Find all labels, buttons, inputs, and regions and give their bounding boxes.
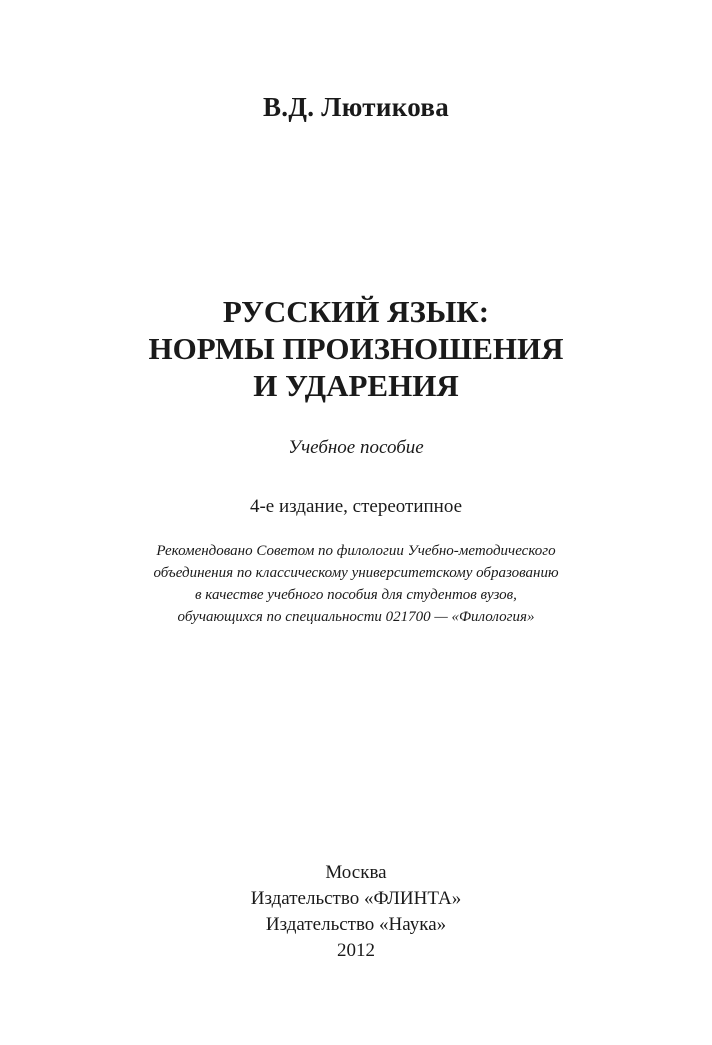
recommendation-line: объединения по классическому университетскому образованию (153, 565, 559, 581)
imprint-publisher: Издательство «Наука» (265, 914, 447, 935)
imprint-city: Москва (325, 862, 387, 883)
imprint-publisher: Издательство «ФЛИНТА» (250, 888, 462, 909)
recommendation-line: обучающихся по специальности 021700 — «Филология» (177, 609, 535, 625)
recommendation-line: в качестве учебного пособия для студентов вузов, (195, 587, 517, 603)
recommendation-line: Рекомендовано Советом по филологии Учебно-методического (156, 543, 556, 559)
recommendation-text (0, 540, 712, 628)
author-name: В.Д. Лютикова (262, 92, 450, 122)
title-line: И УДАРЕНИЯ (253, 368, 459, 403)
edition-note: 4-е издание, стереотипное (249, 496, 463, 517)
title-line: РУССКИЙ ЯЗЫК: (222, 294, 490, 329)
imprint (0, 860, 712, 964)
book-subtitle: Учебное пособие (288, 437, 424, 458)
book-title (0, 293, 712, 404)
imprint-year: 2012 (337, 940, 375, 961)
title-line: НОРМЫ ПРОИЗНОШЕНИЯ (148, 331, 564, 366)
